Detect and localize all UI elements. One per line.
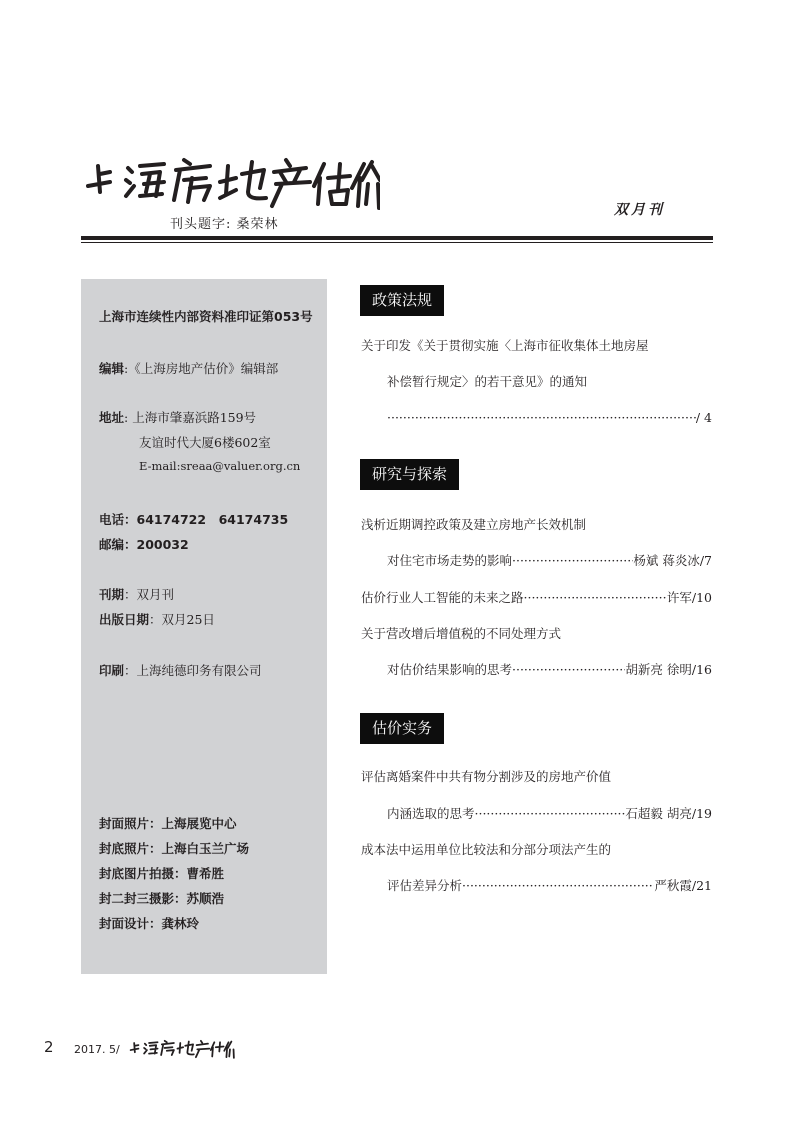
- dot-leader: [512, 553, 633, 569]
- toc-entry-line[interactable]: [387, 553, 712, 569]
- author-page: 严秋霞/21: [654, 878, 712, 893]
- section-heading-policy: 政策法规: [360, 285, 444, 316]
- page-ref: / 4: [695, 410, 712, 425]
- editor-line: [99, 359, 278, 377]
- info-panel: [81, 279, 327, 974]
- toc-entry-line[interactable]: [387, 662, 712, 678]
- footer-issue-text: 2017. 5/: [74, 1042, 120, 1056]
- issue-period-line: [99, 585, 174, 603]
- address-line2: 友谊时代大厦6楼602室: [139, 435, 271, 450]
- credit-back-photo: 封底照片：上海白玉兰广场: [99, 841, 250, 856]
- page-number: 2: [44, 1038, 54, 1056]
- editor-value: :《上海房地产估价》编辑部: [124, 361, 279, 376]
- dot-leader: [524, 590, 667, 606]
- toc-entry-title[interactable]: 浅析近期调控政策及建立房地产长效机制: [361, 517, 587, 532]
- pub-date-value: ：双月25日: [149, 612, 215, 627]
- section-heading-practice: 估价实务: [360, 713, 444, 744]
- masthead-rule-thick: [81, 236, 713, 240]
- dot-leader: [512, 662, 625, 678]
- printer-value: ：上海纯德印务有限公司: [124, 663, 262, 678]
- credit-inside-photographer: 封二封三摄影：苏顺浩: [99, 891, 225, 906]
- toc-entry-leader[interactable]: [387, 410, 712, 426]
- frequency-label: 双月刊: [614, 202, 665, 218]
- footer-issue: [74, 1038, 240, 1060]
- toc-entry-title-cont: 内涵选取的思考: [387, 806, 475, 821]
- toc-entry-title[interactable]: 评估离婚案件中共有物分割涉及的房地产价值: [361, 769, 612, 784]
- address-line: [99, 408, 256, 426]
- dot-leader: [387, 410, 696, 426]
- toc-entry-title-cont: 对估价结果影响的思考: [387, 662, 513, 677]
- email-address[interactable]: E-mail:sreaa@valuer.org.cn: [139, 459, 301, 473]
- toc-entry-title[interactable]: 关于印发《关于贯彻实施〈上海市征收集体土地房屋: [361, 338, 649, 353]
- calligraphy-credit: 刊头题字: 桑荣林: [170, 217, 279, 232]
- toc-entry-title[interactable]: 关于营改增后增值税的不同处理方式: [361, 626, 562, 641]
- toc-entry-title-cont: 对住宅市场走势的影响: [387, 553, 513, 568]
- section-heading-research: 研究与探索: [360, 459, 459, 490]
- printer-line: [99, 661, 262, 679]
- editor-label: 编辑: [99, 361, 125, 376]
- credit-back-photographer: 封底图片拍摄：曹希胜: [99, 866, 225, 881]
- printer-label: 印刷: [99, 663, 125, 678]
- address-label: 地址: [99, 410, 125, 425]
- credit-cover-design: 封面设计：龚林玲: [99, 916, 200, 931]
- author-page: 石超毅 胡亮/19: [625, 806, 712, 821]
- credit-cover-photo: 封面照片：上海展览中心: [99, 816, 237, 831]
- toc-entry-title-cont[interactable]: 补偿暂行规定〉的若干意见》的通知: [387, 374, 588, 389]
- footer-logo-icon: [122, 1038, 240, 1060]
- address-line1: : 上海市肇嘉浜路159号: [124, 410, 257, 425]
- dot-leader: [475, 806, 626, 822]
- pub-date-line: [99, 610, 215, 628]
- license-number: 上海市连续性内部资料准印证第053号: [99, 309, 313, 324]
- author-page: 杨斌 蒋炎冰/7: [633, 553, 712, 568]
- author-page: 胡新亮 徐明/16: [625, 662, 712, 677]
- toc-entry-title: 估价行业人工智能的未来之路: [361, 590, 524, 605]
- author-page: 许军/10: [666, 590, 712, 605]
- masthead-rule-thin: [81, 242, 713, 243]
- toc-entry-line[interactable]: [387, 878, 712, 894]
- postcode-line: 邮编：200032: [99, 537, 189, 552]
- toc-entry-line[interactable]: [387, 806, 712, 822]
- toc-entry-line[interactable]: [361, 590, 712, 606]
- issue-period-label: 刊期: [99, 587, 125, 602]
- masthead-logo: [80, 152, 380, 214]
- issue-period-value: ：双月刊: [124, 587, 175, 602]
- pub-date-label: 出版日期: [99, 612, 150, 627]
- calligraphy-title-logo: [80, 152, 380, 214]
- toc-entry-title[interactable]: 成本法中运用单位比较法和分部分项法产生的: [361, 842, 612, 857]
- toc-entry-title-cont: 评估差异分析: [387, 878, 463, 893]
- dot-leader: [462, 878, 654, 894]
- phone-line: 电话：64174722 64174735: [99, 512, 289, 527]
